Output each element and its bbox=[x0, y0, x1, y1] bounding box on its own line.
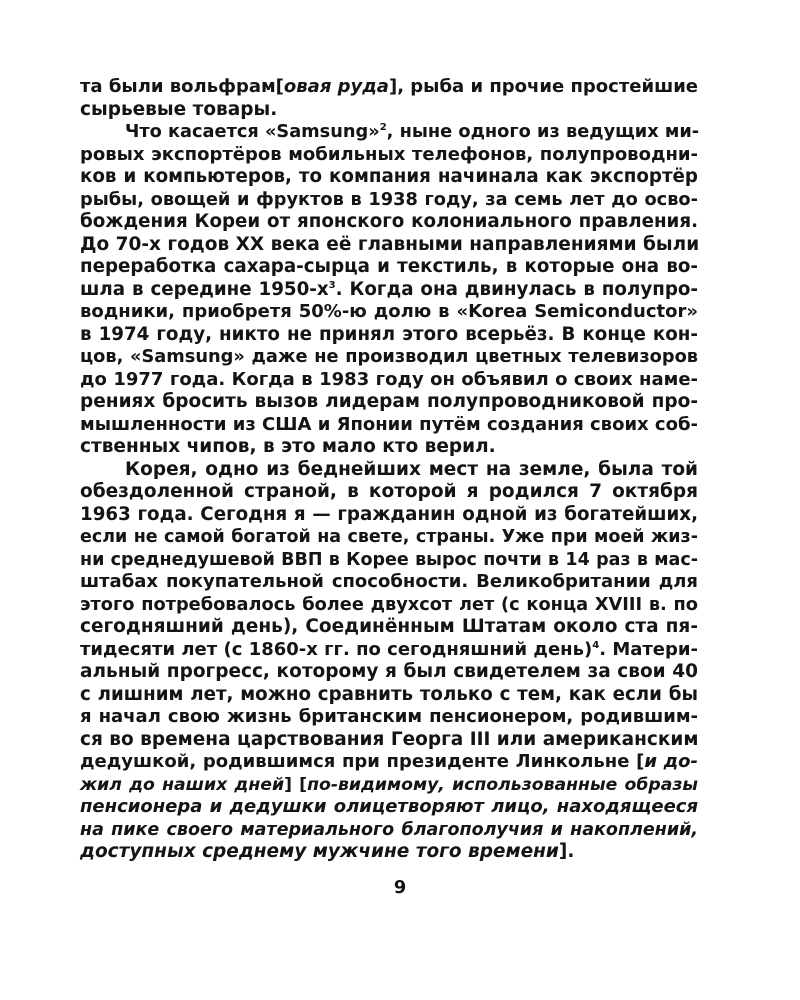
text-line: водники, приобретя 50%-ю долю в «Korea Semiconductor» bbox=[80, 301, 698, 322]
text-line bbox=[80, 751, 698, 774]
text-line: переработка сахара-сырца и текстиль, в которые она во- bbox=[80, 256, 698, 277]
text-line: сегодняшний день), Соединённым Штатам около ста пя- bbox=[80, 616, 698, 637]
text-line: мышленности из США и Японии путём создания своих соб- bbox=[80, 413, 699, 435]
text-line: цов, «Samsung» даже не производил цветных телевизоров bbox=[80, 347, 698, 367]
text-line: рыбы, овощей и фруктов в 1938 году, за семь лет до осво- bbox=[80, 189, 698, 210]
text-line bbox=[80, 639, 698, 662]
text-run: , ныне одного из ведущих ми- bbox=[386, 122, 700, 142]
footnote-ref[interactable]: 3 bbox=[328, 279, 336, 291]
text-line: бождения Кореи от японского колониального правления. bbox=[80, 211, 698, 232]
text-run: . Когда она двинулась в полупро- bbox=[335, 278, 699, 300]
text-run: дедушкой, родившимся при президенте Линкольне [ bbox=[80, 751, 645, 772]
text-run: . Матери- bbox=[599, 638, 698, 660]
text-line: ственных чипов, в это мало кто верил. bbox=[80, 436, 496, 457]
text-line: Корея, одно из беднейших мест на земле, была той bbox=[125, 458, 698, 480]
text-run: Что касается «Samsung» bbox=[125, 122, 380, 142]
text-run: та были вольфрам[ bbox=[80, 76, 284, 97]
footnote-ref[interactable]: 4 bbox=[592, 639, 600, 651]
body-text bbox=[80, 76, 698, 864]
text-line: сырьевые товары. bbox=[80, 98, 278, 120]
italic-run: доступных среднему мужчине того времени bbox=[80, 841, 559, 862]
text-line: ни среднедушевой ВВП в Корее вырос почти в 14 раз в мас- bbox=[80, 549, 698, 570]
italic-run: пенсионера и дедушки олицетворяют лицо, находящееся bbox=[80, 796, 698, 817]
text-line bbox=[80, 774, 698, 797]
footnote-ref[interactable]: 2 bbox=[379, 122, 387, 133]
text-line: в 1974 году, никто не принял этого всерьёз. В конце кон- bbox=[80, 323, 698, 345]
text-run: шла в середине 1950-х bbox=[80, 278, 329, 300]
text-line bbox=[80, 121, 698, 144]
text-line: 1963 года. Сегодня я — гражданин одной из богатейших, bbox=[80, 503, 698, 525]
text-line: если не самой богатой на свете, страны. Уже при моей жиз- bbox=[80, 527, 698, 547]
text-line: штабах покупательной способности. Великобритании для bbox=[80, 571, 698, 592]
italic-run: по-видимому, использованные образы bbox=[307, 774, 698, 795]
text-line: ровых экспортёров мобильных телефонов, полупроводни- bbox=[80, 143, 698, 165]
text-line bbox=[80, 796, 698, 819]
text-line bbox=[80, 841, 698, 864]
text-line: ков и компьютеров, то компания начинала как экспортёр bbox=[80, 166, 698, 187]
text-line: альный прогресс, которому я был свидетелем за свои 40 bbox=[80, 661, 698, 682]
italic-run: и до- bbox=[644, 751, 698, 772]
page-number: 9 bbox=[393, 877, 407, 898]
text-line: обездоленной страной, в которой я родился 7 октября bbox=[80, 481, 698, 502]
italic-run: овая руда bbox=[283, 76, 389, 97]
text-run: ]. bbox=[558, 841, 575, 862]
text-run: ], рыба и прочие простейшие bbox=[388, 76, 699, 97]
text-line: этого потребовалось более двухсот лет (с конца XVIII в. по bbox=[80, 594, 698, 615]
text-line: ся во времена царствования Георга III или американским bbox=[80, 728, 699, 750]
text-line bbox=[80, 819, 698, 842]
text-line: с лишним лет, можно сравнить только с тем, как если бы bbox=[80, 683, 698, 705]
text-line bbox=[80, 76, 698, 99]
text-line: До 70-х годов XX века её главными направлениями были bbox=[80, 233, 700, 255]
text-line: рениях бросить вызов лидерам полупроводниковой про- bbox=[80, 391, 698, 412]
text-run: ] [ bbox=[284, 774, 308, 795]
italic-run: жил до наших дней bbox=[80, 774, 285, 795]
italic-run: на пике своего материального благополучия и накоплений, bbox=[80, 819, 698, 840]
text-run: тидесяти лет (с 1860-х гг. по сегодняшний день) bbox=[80, 638, 593, 660]
text-line: до 1977 года. Когда в 1983 году он объявил о своих наме- bbox=[80, 368, 698, 390]
text-line: я начал свою жизнь британским пенсионером, родившим- bbox=[80, 706, 698, 727]
text-line bbox=[80, 279, 698, 302]
